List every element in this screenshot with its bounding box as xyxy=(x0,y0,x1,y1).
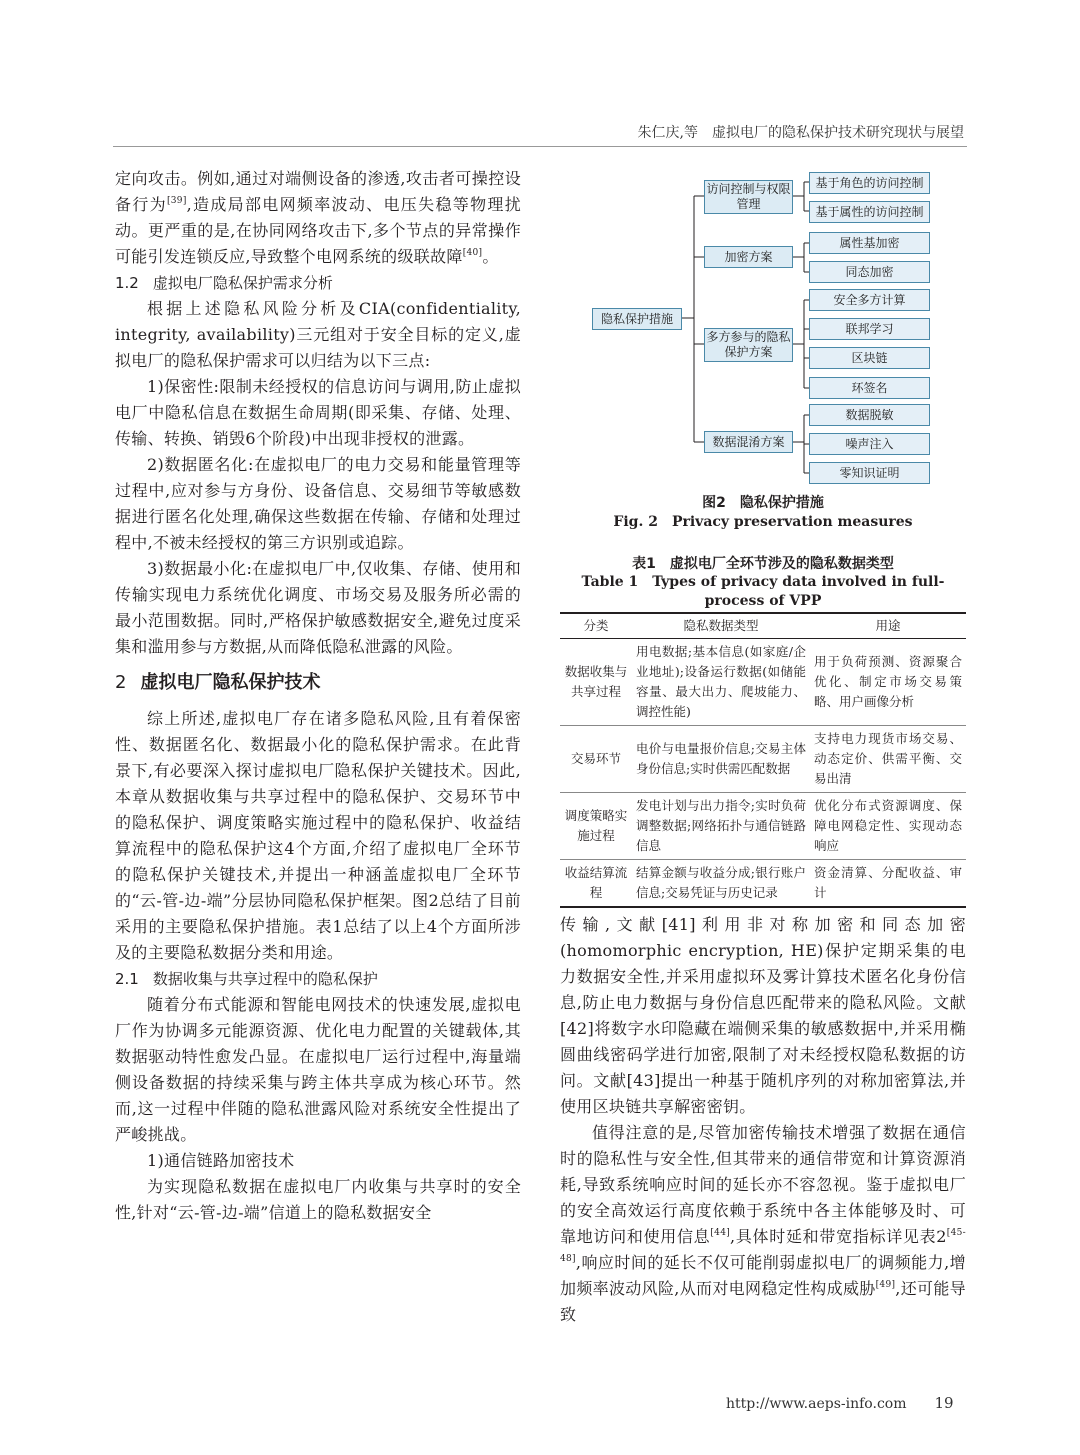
right-column xyxy=(560,912,966,1328)
privacy-data-table xyxy=(560,612,966,908)
column-header: 用途 xyxy=(810,613,966,639)
paragraph: 定向攻击。例如,通过对端侧设备的渗透,攻击者可操控设备行为[39],造成局部电网频率波动、电压失稳等物理扰动。更严重的是,在协同网络攻击下,多个节点的异常操作可能引发连锁反应,导致整个电网系统的级联故障[40]。 xyxy=(115,169,521,266)
group-node: 多方参与的隐私保护方案 xyxy=(704,328,793,362)
group-node: 加密方案 xyxy=(704,246,793,268)
paragraph: 为实现隐私数据在虚拟电厂内收集与共享时的安全性,针对“云-管-边-端”信道上的隐私数据安全 xyxy=(115,1177,521,1222)
section-heading-2: 2 虚拟电厂隐私保护技术 xyxy=(115,672,321,693)
paragraph: 3)数据最小化:在虚拟电厂中,仅收集、存储、使用和传输实现电力系统优化调度、市场交易及服务所必需的最小范围数据。同时,严格保护敏感数据安全,避免过度采集和滥用参与方数据,从而降低隐私泄露的风险。 xyxy=(115,559,521,656)
group-node: 数据混淆方案 xyxy=(704,431,793,453)
citation: [49] xyxy=(875,1280,896,1290)
figure-caption-en: Fig. 2 Privacy preservation measures xyxy=(613,514,913,530)
column-header: 分类 xyxy=(560,613,632,639)
section-heading-1-2: 1.2 虚拟电厂隐私保护需求分析 xyxy=(115,274,333,292)
paragraph: 值得注意的是,尽管加密传输技术增强了数据在通信时的隐私性与安全性,但其带来的通信带宽和计算资源消耗,导致系统响应时间的延长亦不容忽视。鉴于虚拟电厂的安全高效运行高度依赖于系统中各主体能够及时、可靠地访问和使用信息[44],具体时延和带宽指标详见表2[45-48],响应时间的延长不仅可能削弱虚拟电厂的调频能力,增加频率波动风险,从而对电网稳定性构成威胁[49],还可能导致 xyxy=(560,1123,967,1324)
table-cell: 调度策略实施过程 xyxy=(560,793,632,860)
table-cell: 收益结算流程 xyxy=(560,860,632,908)
paragraph: 1)通信链路加密技术 xyxy=(147,1151,295,1170)
table-row xyxy=(560,793,966,860)
leaf-node: 零知识证明 xyxy=(809,462,930,484)
root-node: 隐私保护措施 xyxy=(592,308,682,330)
citation: [39] xyxy=(166,196,187,206)
running-head: 朱仁庆,等 虚拟电厂的隐私保护技术研究现状与展望 xyxy=(637,125,964,141)
table-cell: 数据收集与共享过程 xyxy=(560,639,632,726)
table-cell: 用于负荷预测、资源聚合优化、制定市场交易策略、用户画像分析 xyxy=(810,639,966,726)
table-caption-en: Table 1 Types of privacy data involved in full-process of VPP xyxy=(581,574,945,609)
table-row xyxy=(560,860,966,908)
page-number: 19 xyxy=(934,1394,954,1412)
journal-url: http://www.aeps-info.com xyxy=(726,1396,907,1412)
table-cell: 发电计划与出力指令;实时负荷调整数据;网络拓扑与通信链路信息 xyxy=(632,793,810,860)
table-cell: 用电数据;基本信息(如家庭/企业地址);设备运行数据(如储能容量、最大出力、爬坡能力、调控性能) xyxy=(632,639,810,726)
figure-caption-cn: 图2 隐私保护措施 xyxy=(702,495,824,511)
table-cell: 交易环节 xyxy=(560,726,632,793)
leaf-node: 联邦学习 xyxy=(809,318,930,340)
table-cell: 结算金额与收益分成;银行账户信息;交易凭证与历史记录 xyxy=(632,860,810,908)
column-header: 隐私数据类型 xyxy=(632,613,810,639)
figure-privacy-measures xyxy=(590,168,940,490)
paragraph: 随着分布式能源和智能电网技术的快速发展,虚拟电厂作为协调多元能源资源、优化电力配置的关键载体,其数据驱动特性愈发凸显。在虚拟电厂运行过程中,海量端侧设备数据的持续采集与跨主体共享成为核心环节。然而,这一过程中伴随的隐私泄露风险对系统安全性提出了严峻挑战。 xyxy=(115,995,521,1144)
table-cell: 优化分布式资源调度、保障电网稳定性、实现动态响应 xyxy=(810,793,966,860)
leaf-node: 数据脱敏 xyxy=(809,404,930,426)
left-column xyxy=(115,166,521,1226)
table-row xyxy=(560,639,966,726)
page-footer xyxy=(726,1394,954,1412)
paragraph: 综上所述,虚拟电厂存在诸多隐私风险,且有着保密性、数据匿名化、数据最小化的隐私保护需求。在此背景下,有必要深入探讨虚拟电厂隐私保护关键技术。因此,本章从数据收集与共享过程中的隐私保护、交易环节中的隐私保护、调度策略实施过程中的隐私保护、收益结算流程中的隐私保护这4个方面,介绍了虚拟电厂全环节的隐私保护关键技术,并提出一种涵盖虚拟电厂全环节的“云-管-边-端”分层协同隐私保护框架。图2总结了目前采用的主要隐私保护措施。表1总结了以上4个方面所涉及的主要隐私数据分类和用途。 xyxy=(115,709,521,962)
leaf-node: 环签名 xyxy=(809,377,930,399)
table-cell: 资金清算、分配收益、审计 xyxy=(810,860,966,908)
leaf-node: 同态加密 xyxy=(809,261,930,283)
leaf-node: 噪声注入 xyxy=(809,433,930,455)
paragraph: 传输,文献[41]利用非对称加密和同态加密(homomorphic encryption, HE)保护定期采集的电力数据安全性,并采用虚拟环及雾计算技术匿名化身份信息,防止电力数据与身份信息匹配带来的隐私风险。文献[42]将数字水印隐藏在端侧采集的敏感数据中,并采用椭圆曲线密码学进行加密,限制了对未经授权隐私数据的访问。文献[43]提出一种基于随机序列的对称加密算法,并使用区块链共享解密密钥。 xyxy=(560,915,966,1116)
table-header-row xyxy=(560,613,966,639)
leaf-node: 区块链 xyxy=(809,347,930,369)
paragraph: 2)数据匿名化:在虚拟电厂的电力交易和能量管理等过程中,应对参与方身份、设备信息、交易细节等敏感数据进行匿名化处理,确保这些数据在传输、存储和处理过程中,不被未经授权的第三方识别或追踪。 xyxy=(115,455,521,552)
table-row xyxy=(560,726,966,793)
header-rule xyxy=(113,146,967,147)
leaf-node: 基于角色的访问控制 xyxy=(809,172,930,194)
table-caption-cn: 表1 虚拟电厂全环节涉及的隐私数据类型 xyxy=(632,556,894,572)
citation: [45-48] xyxy=(560,1228,967,1264)
citation: [44] xyxy=(710,1228,731,1238)
paragraph: 1)保密性:限制未经授权的信息访问与调用,防止虚拟电厂中隐私信息在数据生命周期(即采集、存储、处理、传输、转换、销毁6个阶段)中出现非授权的泄露。 xyxy=(115,377,521,448)
leaf-node: 基于属性的访问控制 xyxy=(809,201,930,223)
table-cell: 电价与电量报价信息;交易主体身份信息;实时供需匹配数据 xyxy=(632,726,810,793)
leaf-node: 属性基加密 xyxy=(809,232,930,254)
paragraph: 根据上述隐私风险分析及CIA(confidentiality, integrity, availability)三元组对于安全目标的定义,虚拟电厂的隐私保护需求可以归结为以下三点: xyxy=(115,299,521,370)
leaf-node: 安全多方计算 xyxy=(809,289,930,311)
group-node: 访问控制与权限管理 xyxy=(704,180,793,214)
table-cell: 支持电力现货市场交易、动态定价、供需平衡、交易出清 xyxy=(810,726,966,793)
section-heading-2-1: 2.1 数据收集与共享过程中的隐私保护 xyxy=(115,970,378,988)
citation: [40] xyxy=(462,248,483,258)
